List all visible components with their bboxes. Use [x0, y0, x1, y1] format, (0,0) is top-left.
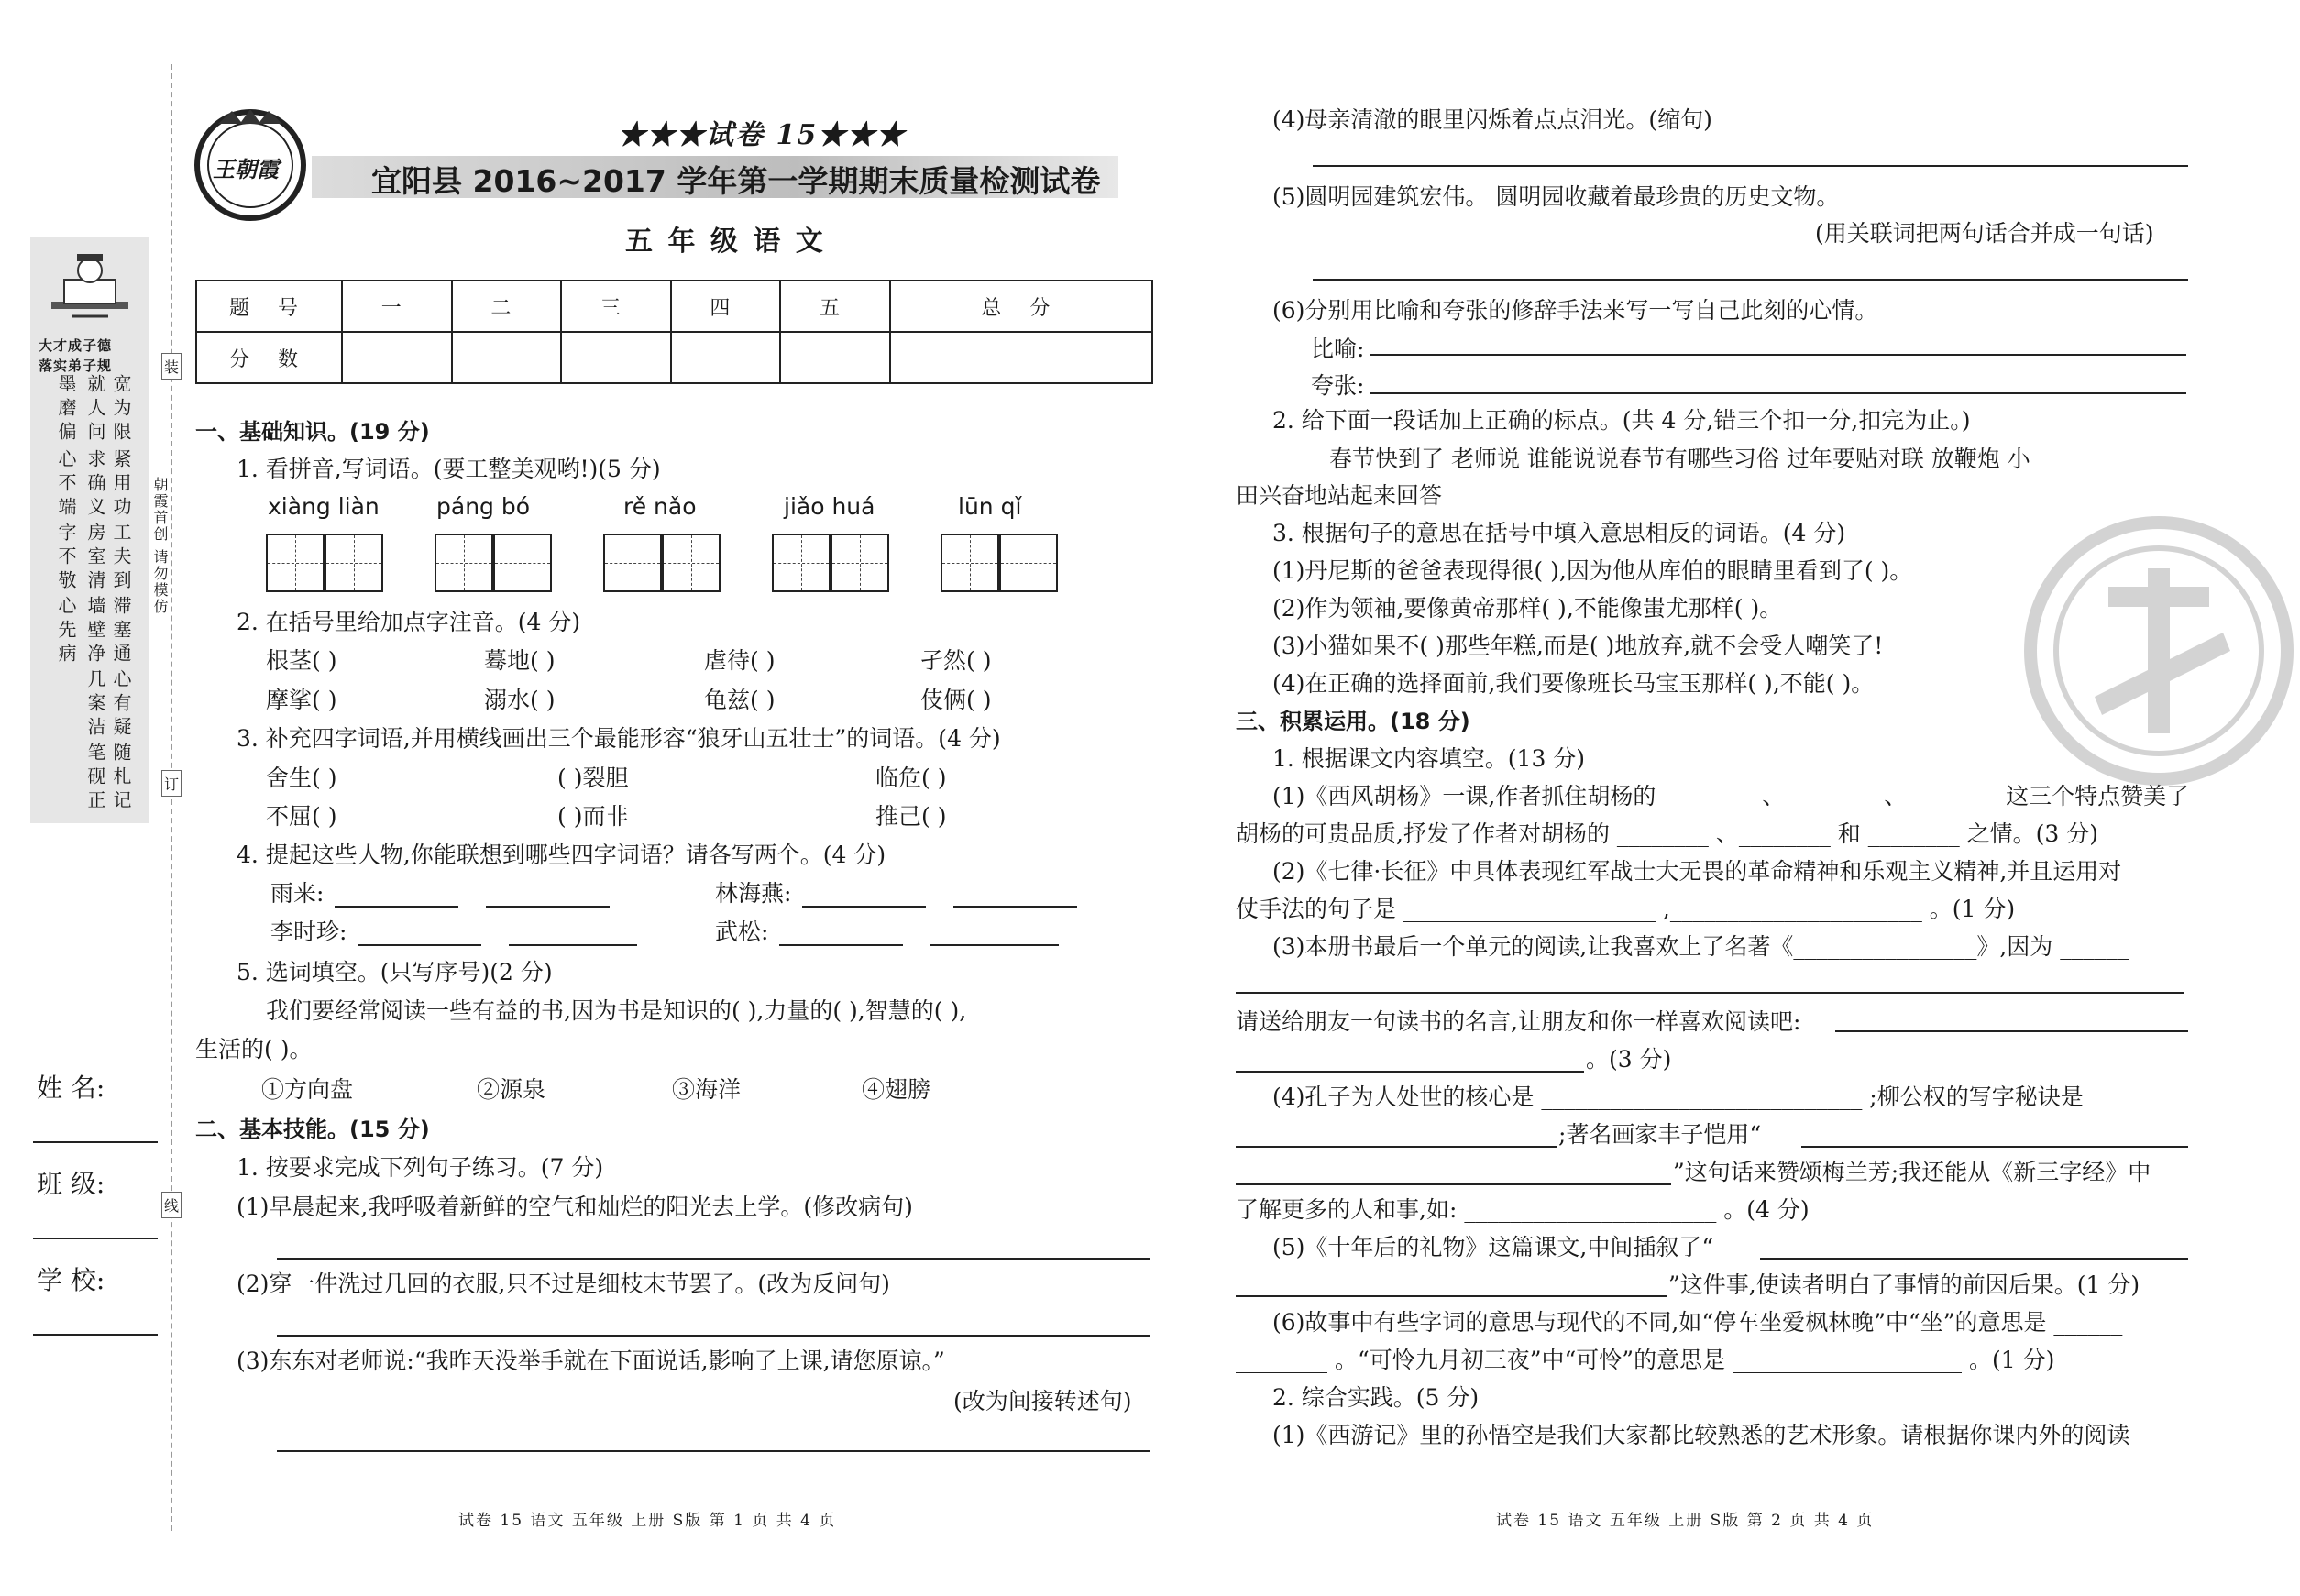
- score-table-cell: 分 数: [196, 332, 342, 383]
- question: (5)圆明园建筑宏伟。 圆明园收藏着最珍贵的历史文物。: [1272, 183, 1840, 210]
- score-table-cell: 三: [561, 281, 671, 332]
- answer-line[interactable]: [1313, 165, 2188, 167]
- name-label: 姓 名:: [37, 1073, 105, 1103]
- writing-grid[interactable]: [603, 534, 662, 592]
- score-table-cell: 二: [452, 281, 562, 332]
- option: ①方向盘: [261, 1076, 354, 1103]
- writing-grid[interactable]: [266, 534, 325, 592]
- answer-line[interactable]: [1236, 1071, 1584, 1073]
- score-input[interactable]: [342, 332, 452, 383]
- sidebar-col: 紧用功: [110, 449, 132, 521]
- sidebar-col: 几案洁: [84, 669, 106, 741]
- fill-item: 摩挲( ): [266, 687, 337, 713]
- binding-line: [171, 64, 172, 1531]
- writing-grid[interactable]: [325, 534, 383, 592]
- answer-line[interactable]: [1370, 392, 2186, 394]
- option: ③海洋: [672, 1076, 742, 1103]
- fill-item: (1)《西风胡杨》一课,作者抓住胡杨的 ________ 、________ 、________ 这三个特点赞美了: [1272, 783, 2190, 809]
- question: (2)穿一件洗过几回的衣服,只不过是细枝末节罢了。(改为反问句): [237, 1271, 890, 1297]
- requirement: (改为间接转述句): [953, 1388, 1132, 1414]
- pinyin-label: páng bó: [436, 493, 531, 520]
- answer-line[interactable]: [1801, 1146, 2188, 1148]
- sidebar-motto-1: 大才成子德: [39, 337, 113, 354]
- fill-item: (5)《十年后的礼物》这篇课文,中间插叙了“: [1272, 1234, 1714, 1260]
- fill-item: ”这句话来赞颂梅兰芳;我还能从《新三字经》中: [1673, 1159, 2151, 1185]
- fill-item: 推己( ): [875, 803, 947, 830]
- fill-item: 蓦地( ): [484, 647, 556, 674]
- writing-grid[interactable]: [999, 534, 1058, 592]
- fill-item: (6)故事中有些字词的意思与现代的不同,如“停车坐爱枫林晚”中“坐”的意思是 ______: [1272, 1309, 2123, 1336]
- score-table-cell: 五: [780, 281, 890, 332]
- answer-line[interactable]: [277, 1335, 1150, 1337]
- answer-line[interactable]: [1835, 1030, 2188, 1032]
- fill-item: ;著名画家丰子恺用“: [1558, 1121, 1762, 1148]
- fill-item: (4)孔子为人处世的核心是 ____________________________ ;柳公权的写字秘诀是: [1272, 1084, 2084, 1110]
- pinyin-label: lūn qǐ: [958, 493, 1022, 520]
- answer-line[interactable]: [509, 944, 637, 946]
- paragraph: 我们要经常阅读一些有益的书,因为书是知识的( ),力量的( ),智慧的( ),: [266, 997, 967, 1024]
- fill-item: (2)《七律·长征》中具体表现红军战士大无畏的革命精神和乐观主义精神,并且运用对: [1272, 858, 2122, 885]
- requirement: (用关联词把两句话合并成一句话): [1815, 220, 2154, 247]
- fill-item: (3)小猫如果不( )那些年糕,而是( )地放弃,就不会受人嘲笑了!: [1272, 633, 1884, 659]
- series-label: ★★★试卷 15★★★: [618, 119, 907, 151]
- writing-grid[interactable]: [831, 534, 889, 592]
- fill-item: ________ 。“可怜九月初三夜”中“可怜”的意思是 ____________________ 。(1 分): [1236, 1347, 2055, 1373]
- answer-line[interactable]: [1236, 1295, 1667, 1297]
- fill-item: 虐待( ): [704, 647, 776, 674]
- score-table: [195, 280, 1153, 384]
- writing-grid[interactable]: [662, 534, 721, 592]
- question: 1. 看拼音,写词语。(要工整美观哟!)(5 分): [237, 456, 661, 482]
- name-field[interactable]: [33, 1141, 158, 1143]
- fill-item: 了解更多的人和事,如: ______________________ 。(4 分): [1236, 1196, 1810, 1223]
- question: 5. 选词填空。(只写序号)(2 分): [237, 959, 553, 985]
- fill-item: (2)作为领袖,要像黄帝那样( ),不能像蚩尤那样( )。: [1272, 595, 1783, 622]
- exam-title: 宜阳县 2016~2017 学年第一学期期末质量检测试卷: [371, 163, 1101, 199]
- fill-item: 伎俩( ): [920, 687, 992, 713]
- sidebar-col: 就人问: [84, 374, 106, 446]
- question: 2. 给下面一段话加上正确的标点。(共 4 分,错三个扣一分,扣完为止。): [1272, 407, 1971, 434]
- question: 2. 综合实践。(5 分): [1272, 1384, 1480, 1411]
- question: 1. 根据课文内容填空。(13 分): [1272, 745, 1586, 772]
- pinyin-label: rě nǎo: [623, 493, 697, 520]
- score-table-cell: 题 号: [196, 281, 342, 332]
- fill-label: 比喻:: [1311, 336, 1365, 362]
- score-input[interactable]: [561, 332, 671, 383]
- answer-line[interactable]: [277, 1258, 1150, 1260]
- answer-line[interactable]: [953, 906, 1077, 908]
- answer-line[interactable]: [486, 906, 610, 908]
- cut-mark: 线: [161, 1192, 182, 1218]
- score-input[interactable]: [671, 332, 781, 383]
- paragraph: 生活的( )。: [195, 1036, 313, 1062]
- sidebar-col: 宽为限: [110, 374, 132, 446]
- score-input[interactable]: [780, 332, 890, 383]
- fill-item: 请送给朋友一句读书的名言,让朋友和你一样喜欢阅读吧:: [1236, 1008, 1801, 1035]
- writing-grid[interactable]: [772, 534, 831, 592]
- fill-item: ( )而非: [557, 803, 629, 830]
- paragraph: 田兴奋地站起来回答: [1236, 482, 1443, 509]
- answer-line[interactable]: [802, 906, 926, 908]
- fill-label: 林海燕:: [715, 880, 792, 907]
- answer-line[interactable]: [358, 944, 481, 946]
- logo-text: 王朝霞: [213, 156, 279, 182]
- writing-grid[interactable]: [493, 534, 552, 592]
- fill-item: (3)本册书最后一个单元的阅读,让我喜欢上了名著《________________》,因为 ______: [1272, 933, 2129, 960]
- fill-item: 舍生( ): [266, 765, 337, 791]
- writing-grid[interactable]: [941, 534, 999, 592]
- sidebar-col: 随札记: [110, 743, 132, 814]
- fill-item: 龟兹( ): [704, 687, 776, 713]
- sidebar-col: 心有疑: [110, 669, 132, 741]
- stamp-watermark-icon: [2021, 513, 2296, 788]
- question: (6)分别用比喻和夸张的修辞手法来写一写自己此刻的心情。: [1272, 297, 1878, 324]
- score-table-cell: 总 分: [890, 281, 1152, 332]
- fill-item: 孑然( ): [920, 647, 992, 674]
- writing-grid[interactable]: [435, 534, 493, 592]
- fill-label: 武松:: [715, 919, 769, 945]
- question: (1)《西游记》里的孙悟空是我们大家都比较熟悉的艺术形象。请根据你课内外的阅读: [1272, 1422, 2130, 1448]
- question: 2. 在括号里给加点字注音。(4 分): [237, 609, 581, 635]
- sidebar-col: 心先病: [55, 596, 77, 667]
- fill-item: 仗手法的句子是 ______________________ ,______________________ 。(1 分): [1236, 896, 2016, 922]
- section-title: 一、基础知识。(19 分): [195, 419, 430, 445]
- fill-item: 胡杨的可贵品质,抒发了作者对胡杨的 ________ 、________ 和 ________ 之情。(3 分): [1236, 820, 2099, 847]
- fill-item: (4)在正确的选择面前,我们要像班长马宝玉那样( ),不能( )。: [1272, 670, 1875, 697]
- sidebar-col: 心不端: [55, 449, 77, 521]
- answer-line[interactable]: [779, 944, 903, 946]
- pinyin-label: xiàng liàn: [268, 493, 380, 520]
- answer-line[interactable]: [930, 944, 1059, 946]
- sidebar-col: 滞塞通: [110, 596, 132, 667]
- question: (4)母亲清澈的眼里闪烁着点点泪光。(缩句): [1272, 106, 1712, 133]
- paragraph: 春节快到了 老师说 谁能说说春节有哪些习俗 过年要贴对联 放鞭炮 小: [1329, 446, 2030, 472]
- sidebar-col: 工夫到: [110, 523, 132, 594]
- option: ②源泉: [477, 1076, 546, 1103]
- score-table-cell: 一: [342, 281, 452, 332]
- sidebar-col: 房室清: [84, 523, 106, 594]
- fill-item: 。(3 分): [1586, 1046, 1672, 1073]
- fill-item: 不屈( ): [266, 803, 337, 830]
- page-footer: 试卷 15 语文 五年级 上册 S版 第 1 页 共 4 页: [458, 1512, 837, 1530]
- score-input[interactable]: [452, 332, 562, 383]
- fill-item: 根茎( ): [266, 647, 337, 674]
- fill-item: 溺水( ): [484, 687, 556, 713]
- answer-line[interactable]: [1236, 1146, 1557, 1148]
- answer-line[interactable]: [1236, 992, 2184, 994]
- sidebar-col: 墙壁净: [84, 596, 106, 667]
- school-label: 学 校:: [37, 1265, 105, 1295]
- sidebar-col: 字不敬: [55, 523, 77, 594]
- answer-line[interactable]: [1370, 354, 2186, 356]
- school-field[interactable]: [33, 1334, 158, 1336]
- sidebar-motto-2: 落实弟子规: [39, 358, 113, 374]
- sidebar-col: 笔砚正: [84, 743, 106, 814]
- answer-line[interactable]: [1313, 279, 2188, 281]
- question: 4. 提起这些人物,你能联想到哪些四字词语？请各写两个。(4 分): [237, 842, 886, 868]
- subject-title: 五 年 级 语 文: [625, 226, 826, 258]
- question: 3. 补充四字词语,并用横线画出三个最能形容“狼牙山五壮士”的词语。(4 分): [237, 725, 1001, 752]
- question: 3. 根据句子的意思在括号中填入意思相反的词语。(4 分): [1272, 520, 1846, 546]
- page-footer: 试卷 15 语文 五年级 上册 S版 第 2 页 共 4 页: [1496, 1512, 1875, 1530]
- question: (3)东东对老师说:“我昨天没举手就在下面说话,影响了上课,请您原谅。”: [237, 1348, 945, 1374]
- question: 1. 按要求完成下列句子练习。(7 分): [237, 1154, 604, 1181]
- sidebar-col: 墨磨偏: [55, 374, 77, 446]
- fill-label: 雨来:: [270, 880, 325, 907]
- question: (1)早晨起来,我呼吸着新鲜的空气和灿烂的阳光去上学。(修改病句): [237, 1194, 913, 1220]
- answer-line[interactable]: [335, 906, 458, 908]
- fill-label: 李时珍:: [270, 919, 347, 945]
- score-input[interactable]: [890, 332, 1152, 383]
- answer-line[interactable]: [1236, 1183, 1671, 1185]
- section-title: 二、基本技能。(15 分): [195, 1117, 430, 1142]
- fill-label: 夸张:: [1311, 372, 1365, 399]
- class-label: 班 级:: [37, 1169, 105, 1199]
- section-title: 三、积累运用。(18 分): [1236, 709, 1470, 734]
- answer-line[interactable]: [277, 1450, 1150, 1452]
- cut-mark: 装: [161, 353, 182, 380]
- brand-vertical-text: 朝霞首创 请勿模仿: [151, 477, 169, 616]
- pinyin-label: jiǎo huá: [784, 493, 875, 520]
- class-field[interactable]: [33, 1238, 158, 1239]
- sidebar-col: 求确义: [84, 449, 106, 521]
- score-table-cell: 四: [671, 281, 781, 332]
- cut-mark: 订: [161, 770, 182, 797]
- scholar-figure-icon: [44, 243, 136, 335]
- fill-item: 临危( ): [875, 765, 947, 791]
- answer-line[interactable]: [1760, 1258, 2188, 1260]
- fill-item: ”这件事,使读者明白了事情的前因后果。(1 分): [1668, 1271, 2140, 1298]
- option: ④翅膀: [862, 1076, 931, 1103]
- fill-item: (1)丹尼斯的爸爸表现得很( ),因为他从库伯的眼睛里看到了( )。: [1272, 557, 1913, 584]
- fill-item: ( )裂胆: [557, 765, 629, 791]
